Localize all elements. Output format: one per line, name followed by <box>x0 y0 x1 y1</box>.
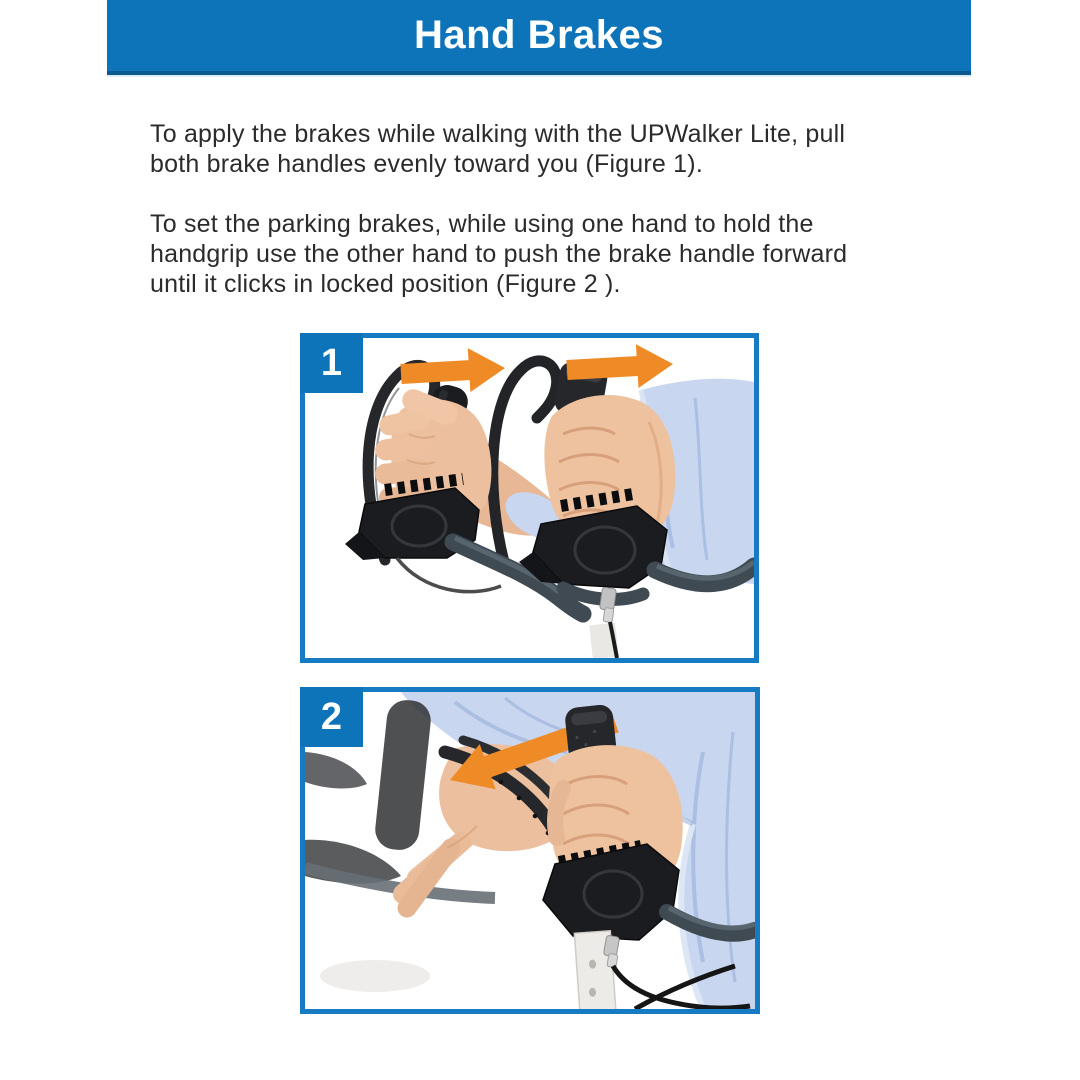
paragraph-2 <box>150 209 847 299</box>
figure-2-photo <box>305 692 755 1009</box>
figure-2-number-badge: 2 <box>300 687 363 747</box>
paragraph-1-line-2: both brake handles evenly toward you (Figure 1). <box>150 150 703 178</box>
paragraph-2-line-2: handgrip use the other hand to push the brake handle forward <box>150 240 848 268</box>
paragraph-2-line-3: until it clicks in locked position (Figure 2 ). <box>150 270 621 298</box>
paragraph-1-line-1: To apply the brakes while walking with the UPWalker Lite, pull <box>150 120 846 148</box>
figure-1 <box>300 333 759 663</box>
figure-1-photo <box>305 338 754 658</box>
paragraph-1 <box>150 119 847 179</box>
paragraph-2-line-1: To set the parking brakes, while using one hand to hold the <box>150 210 814 238</box>
header-bar <box>107 0 971 75</box>
figure-2 <box>300 687 760 1014</box>
intro-text <box>150 119 847 329</box>
page-title: Hand Brakes <box>413 13 665 57</box>
figure-1-number-badge: 1 <box>300 333 363 393</box>
